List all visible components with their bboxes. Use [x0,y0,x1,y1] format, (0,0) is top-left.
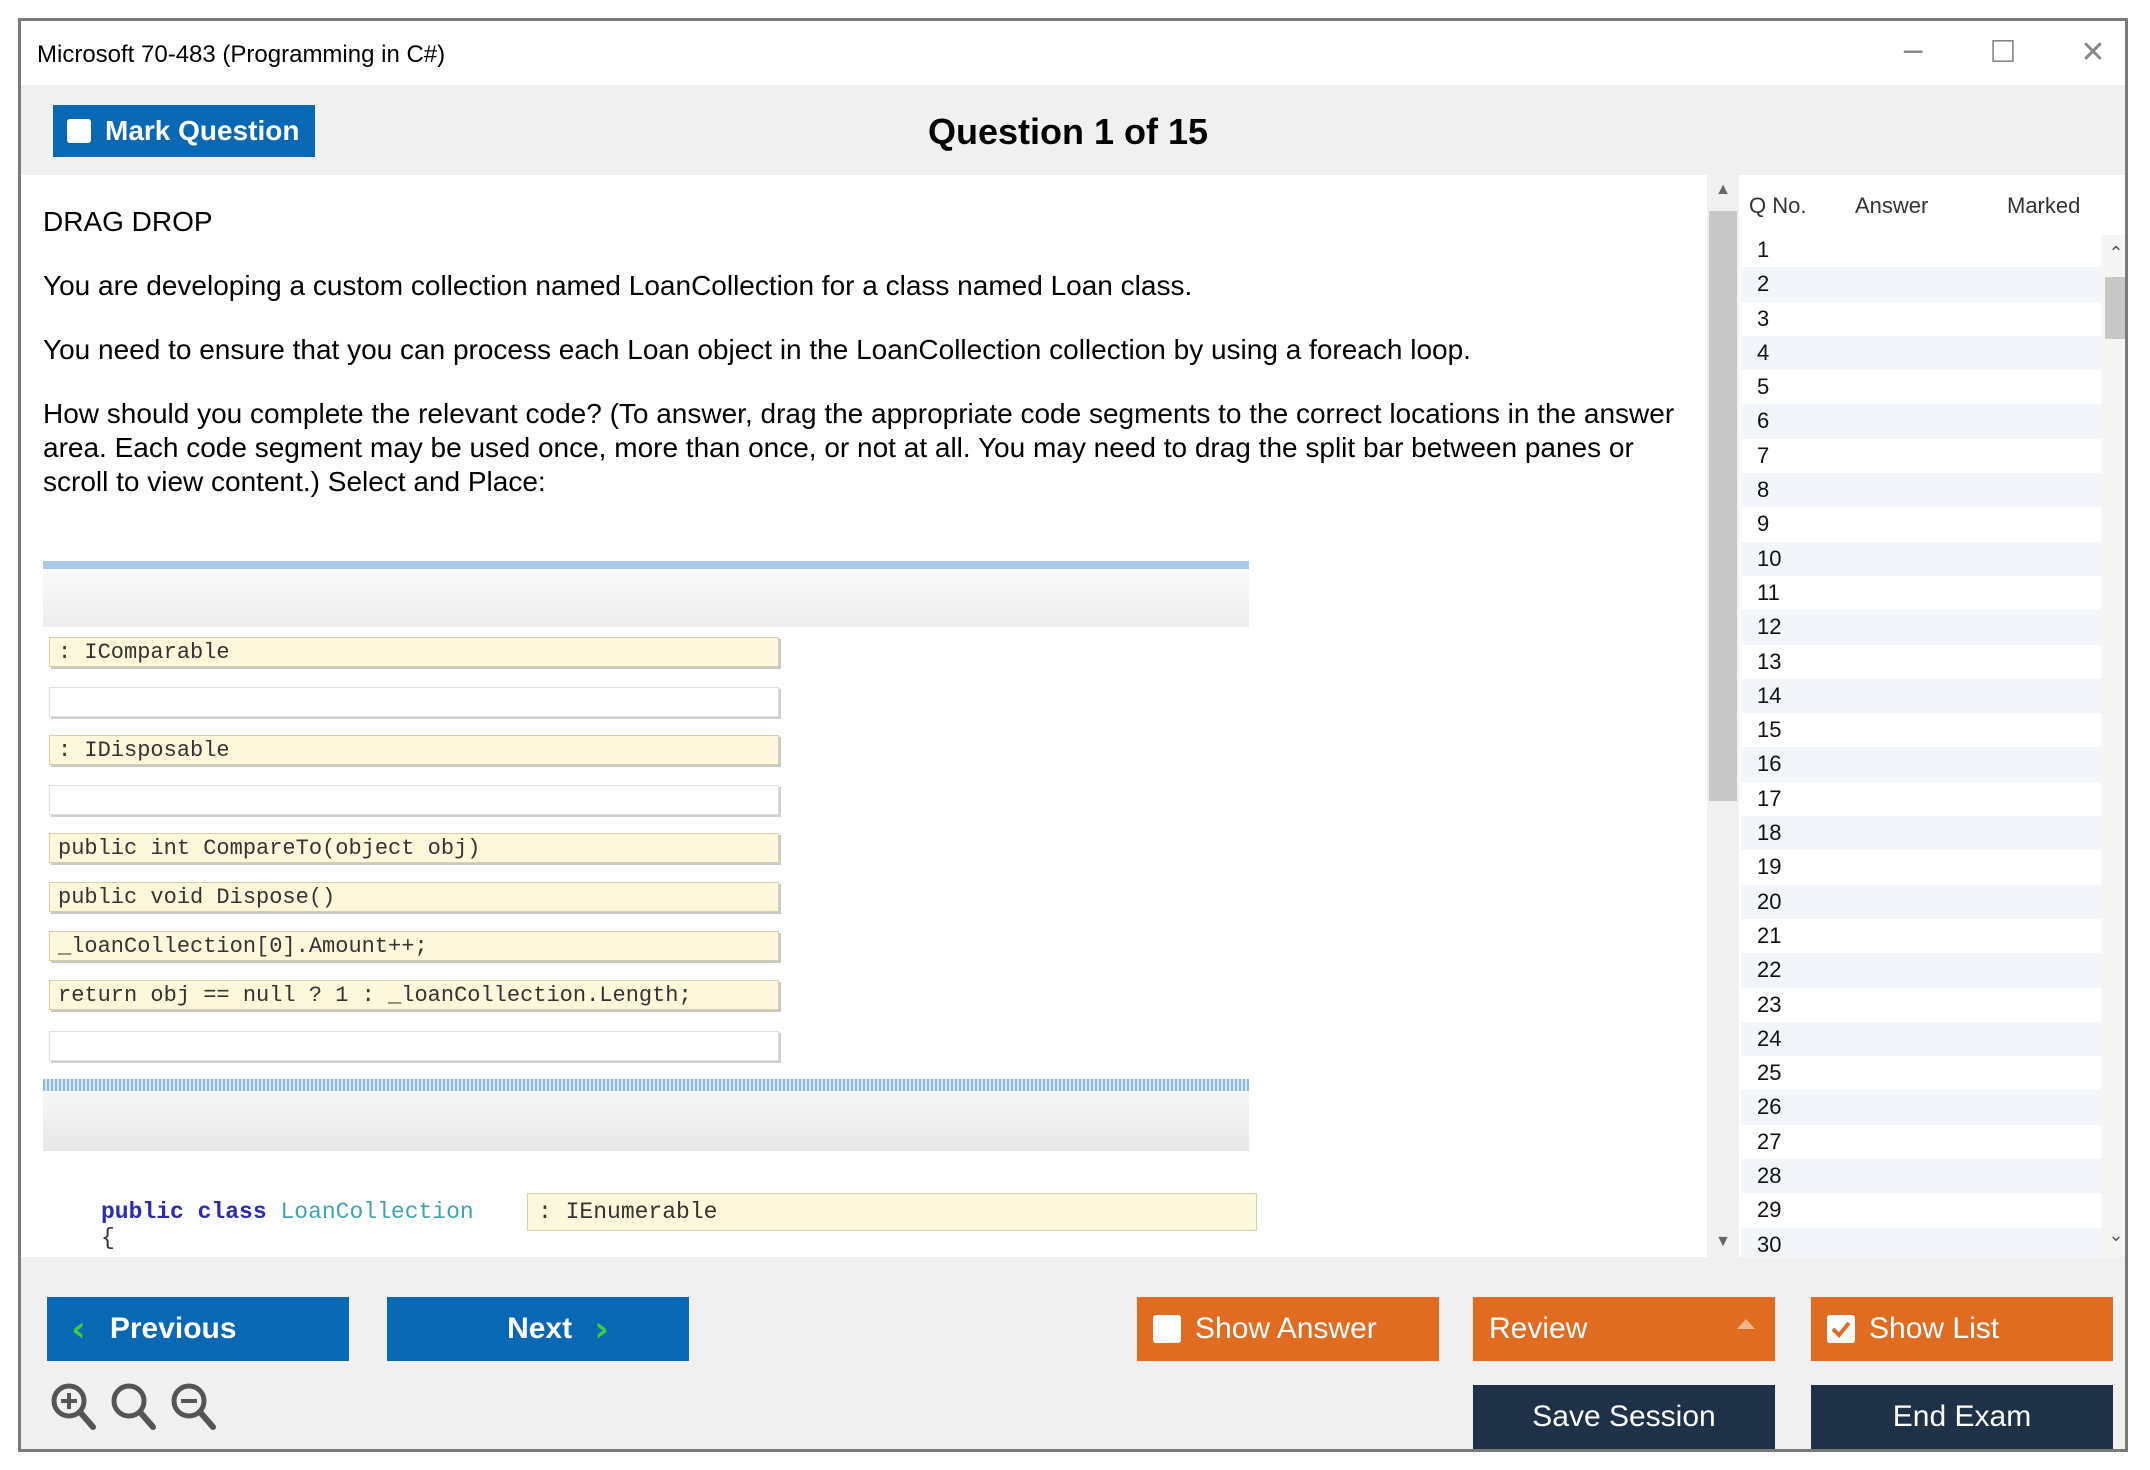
question-list-row[interactable]: 28 [1741,1159,2101,1193]
code-keyword: public [101,1199,184,1225]
question-list-row[interactable]: 2 [1741,267,2101,301]
code-segment[interactable]: _loanCollection[0].Amount++; [49,931,779,961]
question-list-row[interactable]: 22 [1741,953,2101,987]
code-segment[interactable]: public void Dispose() [49,882,779,912]
checked-checkbox-icon [1827,1315,1855,1343]
footer-toolbar [21,1257,2125,1452]
question-list-row[interactable]: 30 [1741,1228,2101,1262]
question-list-row[interactable]: 14 [1741,679,2101,713]
code-segment[interactable] [49,785,779,815]
review-label: Review [1489,1312,1588,1345]
question-paragraph: You are developing a custom collection named LoanCollection for a class named Loan class. [43,270,1193,301]
window-title: Microsoft 70-483 (Programming in C#) [37,41,446,68]
question-list-header [1741,175,2121,231]
show-answer-button[interactable] [1137,1297,1439,1361]
drag-drop-exhibit [43,561,1249,1257]
question-list-row[interactable]: 5 [1757,374,1770,400]
code-segment[interactable] [49,1031,779,1061]
code-segment[interactable]: public int CompareTo(object obj) [49,833,779,863]
question-list-row[interactable]: 24 [1741,1022,2101,1056]
question-list-row[interactable]: 11 [1757,579,1780,605]
content-scrollbar[interactable] [1707,175,1739,1257]
exhibit-toolbar [43,561,1249,627]
question-list [1741,175,2121,1257]
maximize-icon[interactable]: ☐ [1989,35,2017,70]
code-brace: { [101,1225,115,1251]
question-list-row[interactable]: 8 [1741,473,2101,507]
code-line [101,1199,474,1225]
next-label: Next [507,1312,573,1345]
question-list-row[interactable]: 16 [1741,747,2101,781]
question-list-row[interactable]: 9 [1757,511,1770,537]
chevron-right-icon: › [594,1308,609,1350]
question-list-row[interactable]: 3 [1757,305,1770,331]
column-header-answer[interactable]: Answer [1855,193,1929,218]
question-list-rows [1741,233,2101,1262]
question-list-row[interactable]: 27 [1757,1128,1782,1154]
answer-drop-target[interactable]: : IEnumerable [527,1193,1257,1231]
column-header-qno[interactable]: Q No. [1749,193,1807,218]
question-list-row[interactable]: 21 [1757,922,1782,948]
code-segment[interactable]: return obj == null ? 1 : _loanCollection.Length; [49,980,779,1010]
show-list-button[interactable] [1811,1297,2113,1361]
answer-area-toolbar [43,1091,1249,1151]
end-exam-button[interactable]: End Exam [1811,1385,2113,1449]
question-list-row[interactable]: 10 [1741,542,2101,576]
code-segment[interactable]: : IComparable [49,637,779,667]
chevron-up-icon[interactable]: ⌃ [2108,243,2124,263]
question-list-row[interactable]: 15 [1757,717,1782,743]
checkbox-icon [1153,1315,1181,1343]
show-list-label: Show List [1869,1312,2000,1345]
code-segment[interactable] [49,687,779,717]
question-list-row[interactable]: 29 [1757,1197,1782,1223]
zoom-in-icon[interactable] [49,1381,97,1433]
question-list-row[interactable]: 18 [1741,816,2101,850]
show-answer-label: Show Answer [1195,1312,1377,1345]
question-list-row[interactable]: 25 [1757,1060,1782,1086]
search-icon[interactable] [109,1381,157,1433]
chevron-down-icon[interactable]: ⌄ [2108,1225,2124,1245]
next-button[interactable] [387,1297,689,1361]
code-class-name: LoanCollection [280,1199,474,1225]
code-segment[interactable]: : IDisposable [49,735,779,765]
scrollbar-thumb[interactable] [2105,277,2128,339]
column-header-marked[interactable]: Marked [2007,193,2081,218]
question-list-row[interactable]: 6 [1741,404,2101,438]
question-paragraph: You need to ensure that you can process each Loan object in the LoanCollection collection by using a foreach loop. [43,334,1471,365]
question-header [21,85,2125,175]
question-title: Question 1 of 15 [927,111,1209,152]
question-list-row[interactable]: 26 [1741,1090,2101,1124]
chevron-left-icon: ‹ [71,1308,86,1350]
question-list-row[interactable]: 17 [1757,785,1782,811]
save-session-button[interactable]: Save Session [1473,1385,1775,1449]
question-list-row[interactable]: 13 [1757,648,1782,674]
review-button[interactable] [1473,1297,1775,1361]
mark-question-label: Mark Question [105,115,300,146]
question-list-scrollbar[interactable] [2101,235,2128,1257]
title-bar [21,21,2125,85]
question-list-row[interactable]: 20 [1741,885,2101,919]
question-list-row[interactable]: 23 [1757,991,1782,1017]
zoom-out-icon[interactable] [169,1381,217,1433]
scroll-down-icon[interactable]: ▼ [1715,1233,1731,1250]
caret-up-icon [1737,1319,1755,1329]
question-paragraph: How should you complete the relevant code? (To answer, drag the appropriate code segments to the correct locations in the answer area. Each code segment may be used once, more than once, or not at all. You may need to drag the split bar between panes or scroll to view content.) Select and Place: [43,398,1675,497]
previous-label: Previous [109,1312,237,1345]
question-list-row[interactable]: 12 [1741,610,2101,644]
split-bar[interactable] [43,1079,1249,1091]
app-window [18,18,2128,1452]
scrollbar-thumb[interactable] [1709,211,1737,801]
code-keyword: class [197,1199,267,1225]
question-content[interactable] [21,175,1707,1257]
minimize-icon[interactable]: ─ [1903,35,1923,70]
question-type: DRAG DROP [43,206,213,237]
question-list-row[interactable]: 1 [1757,237,1770,262]
previous-button[interactable] [47,1297,349,1361]
question-list-row[interactable]: 7 [1757,442,1770,468]
scroll-up-icon[interactable]: ▲ [1715,181,1731,198]
close-icon[interactable]: ✕ [2080,35,2106,70]
question-list-row[interactable]: 19 [1757,854,1782,880]
question-list-row[interactable]: 4 [1741,336,2101,370]
